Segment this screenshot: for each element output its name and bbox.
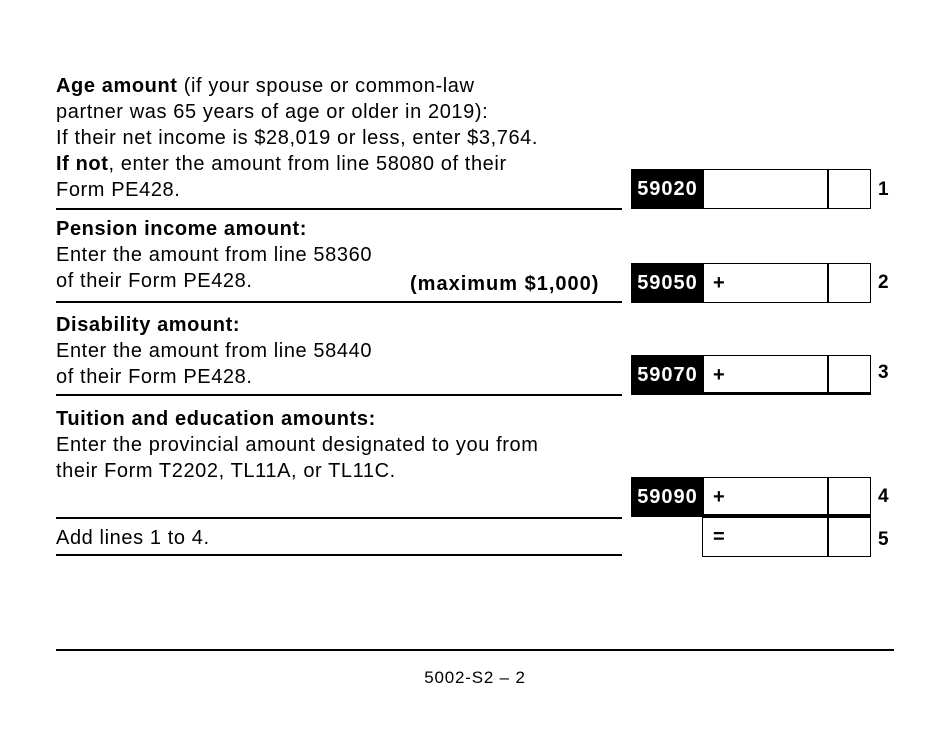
- amount-field-line-4[interactable]: [702, 477, 871, 517]
- disability-amount-line3: of their Form PE428.: [56, 366, 253, 388]
- amount-field-line-2[interactable]: [702, 263, 871, 303]
- cents-separator: [827, 264, 829, 302]
- age-amount-title: Age amount: [56, 75, 178, 97]
- cents-separator: [827, 356, 829, 392]
- amount-field-line-1[interactable]: [702, 169, 871, 209]
- disability-amount-line2: Enter the amount from line 58440: [56, 340, 373, 362]
- equals-operator: =: [713, 526, 726, 548]
- line-number-2: 2: [878, 272, 890, 293]
- line-code-59070: 59070: [631, 355, 704, 395]
- plus-operator: +: [713, 486, 726, 508]
- age-amount-line1: Age amount (if your spouse or common-law: [56, 75, 475, 97]
- line-number-4: 4: [878, 486, 890, 507]
- age-amount-rule: [56, 208, 622, 210]
- tuition-amounts-title: Tuition and education amounts:: [56, 408, 376, 430]
- tuition-amounts-line2: Enter the provincial amount designated to you from: [56, 434, 539, 456]
- tuition-amounts-line3: their Form T2202, TL11A, or TL11C.: [56, 460, 396, 482]
- cents-separator: [827, 478, 829, 514]
- pension-income-rule: [56, 301, 622, 303]
- footer-rule: [56, 649, 894, 651]
- disability-amount-rule: [56, 394, 622, 396]
- pension-income-line2: Enter the amount from line 58360: [56, 244, 373, 266]
- total-label: Add lines 1 to 4.: [56, 527, 210, 549]
- cents-separator: [827, 170, 829, 208]
- total-rule: [56, 554, 622, 556]
- age-amount-line3: If their net income is $28,019 or less, enter $3,764.: [56, 127, 539, 149]
- plus-operator: +: [713, 272, 726, 294]
- disability-amount-title: Disability amount:: [56, 314, 241, 336]
- age-amount-line5: Form PE428.: [56, 179, 181, 201]
- line-code-59090: 59090: [631, 477, 704, 517]
- line-number-5: 5: [878, 529, 890, 550]
- pension-income-line3: of their Form PE428.: [56, 270, 253, 292]
- pension-income-title: Pension income amount:: [56, 218, 308, 240]
- line-code-59050: 59050: [631, 263, 704, 303]
- age-amount-line4: If not, enter the amount from line 58080 of their: [56, 153, 507, 175]
- line-number-3: 3: [878, 362, 890, 383]
- amount-field-line-5[interactable]: [702, 517, 871, 557]
- page-number: 5002-S2 – 2: [424, 668, 526, 687]
- tuition-amounts-rule: [56, 517, 622, 519]
- line-code-59020: 59020: [631, 169, 704, 209]
- age-amount-line2: partner was 65 years of age or older in 2019):: [56, 101, 489, 123]
- cents-separator: [827, 518, 829, 556]
- pension-maximum-label: (maximum $1,000): [410, 273, 600, 295]
- amount-field-line-3[interactable]: [702, 355, 871, 395]
- plus-operator: +: [713, 364, 726, 386]
- line-number-1: 1: [878, 179, 890, 200]
